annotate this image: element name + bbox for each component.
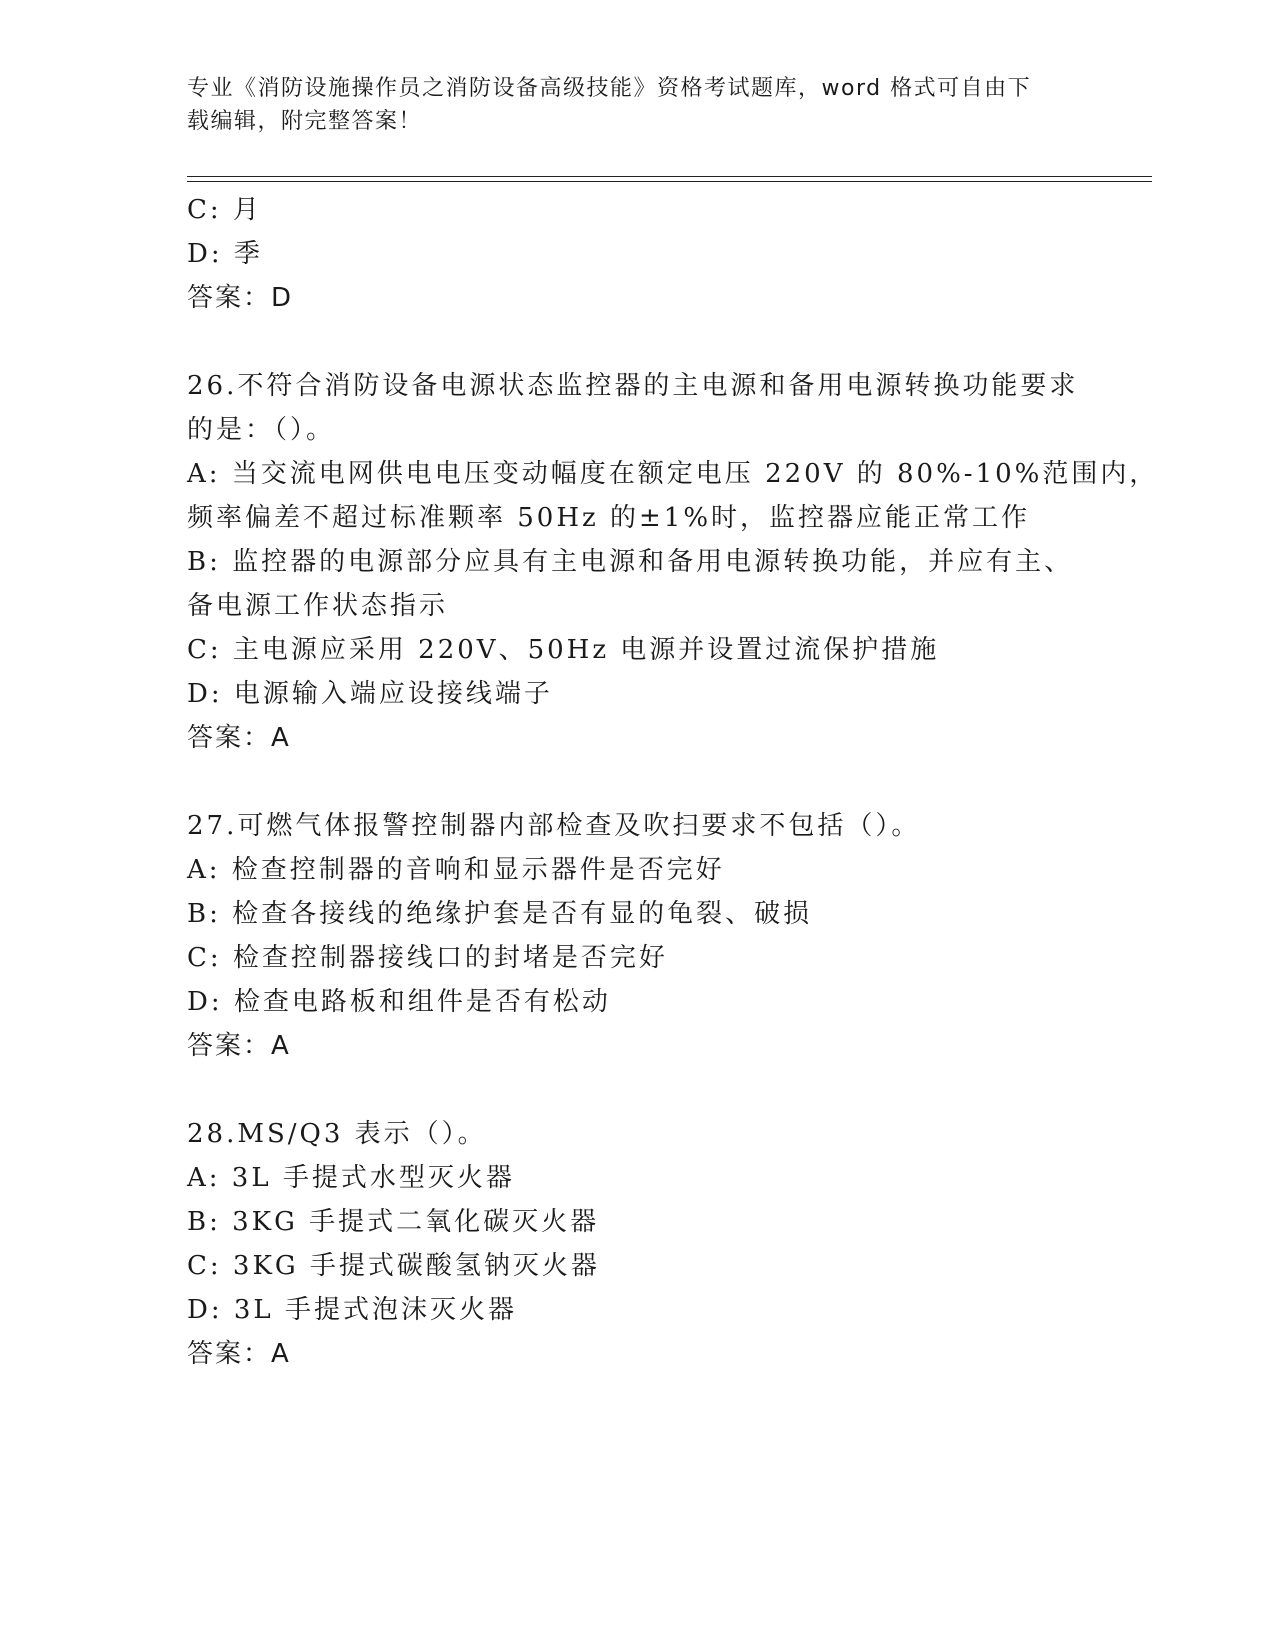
q27-answer: 答案：A (187, 1031, 291, 1061)
q27-option-c: C: 检查控制器接线口的封堵是否完好 (187, 943, 668, 973)
q27-option-b: B: 检查各接线的绝缘护套是否有显的龟裂、破损 (187, 899, 813, 929)
q26-option-c: C: 主电源应采用 220V、50Hz 电源并设置过流保护措施 (187, 635, 940, 665)
q26-option-a-line-2: 频率偏差不超过标准颗率 50Hz 的±1%时，监控器应能正常工作 (187, 503, 1031, 533)
q28-option-b: B: 3KG 手提式二氧化碳灭火器 (187, 1207, 600, 1237)
q26-option-b-line-1: B: 监控器的电源部分应具有主电源和备用电源转换功能，并应有主、 (187, 547, 1074, 577)
q27-stem: 27.可燃气体报警控制器内部检查及吹扫要求不包括（）。 (187, 811, 921, 841)
q26-option-a-line-1: A: 当交流电网供电电压变动幅度在额定电压 220V 的 80%-10%范围内， (187, 459, 1159, 489)
q28-stem: 28.MS/Q3 表示（）。 (187, 1119, 487, 1149)
header-line-2: 载编辑，附完整答案！ (187, 109, 423, 134)
q26-answer: 答案：A (187, 723, 291, 753)
q25-answer: 答案：D (187, 283, 294, 313)
q26-stem-line-2: 的是：（）。 (187, 415, 336, 445)
q28-option-d: D: 3L 手提式泡沫灭火器 (187, 1295, 517, 1325)
q28-answer: 答案：A (187, 1339, 291, 1369)
q26-option-b-line-2: 备电源工作状态指示 (187, 591, 449, 621)
q27-option-a: A: 检查控制器的音响和显示器件是否完好 (187, 855, 725, 885)
q28-option-a: A: 3L 手提式水型灭火器 (187, 1163, 515, 1193)
q28-option-c: C: 3KG 手提式碳酸氢钠灭火器 (187, 1251, 600, 1281)
document-header (187, 72, 1087, 138)
header-divider-top (187, 176, 1152, 177)
q26-option-d: D: 电源输入端应设接线端子 (187, 679, 553, 709)
header-line-1: 专业《消防设施操作员之消防设备高级技能》资格考试题库，word 格式可自由下 (187, 76, 1032, 101)
q27-option-d: D: 检查电路板和组件是否有松动 (187, 987, 611, 1017)
header-divider-bottom (187, 181, 1152, 182)
q25-option-d: D: 季 (187, 239, 263, 269)
q25-option-c: C: 月 (187, 195, 262, 225)
q26-stem-line-1: 26.不符合消防设备电源状态监控器的主电源和备用电源转换功能要求 (187, 371, 1079, 401)
